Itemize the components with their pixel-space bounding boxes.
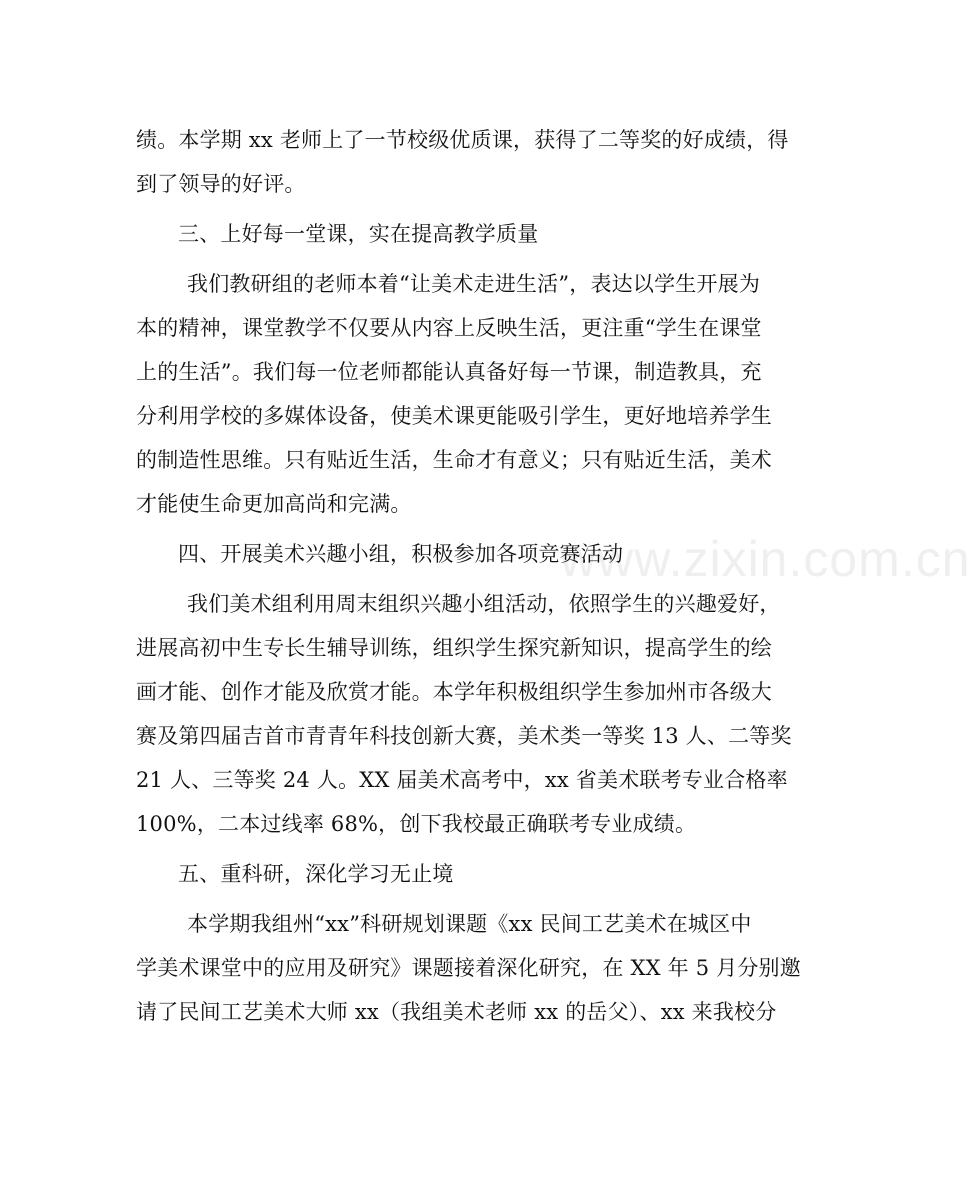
text-line: 本的精神，课堂教学不仅要从内容上反映生活，更注重“学生在课堂 [136, 316, 762, 340]
text-line: 画才能、创作才能及欣赏才能。本学年积极组织学生参加州市各级大 [136, 680, 772, 704]
text-line: 学美术课堂中的应用及研究》课题接着深化研究，在 XX 年 5 月分别邀 [136, 956, 801, 980]
text-line: 本学期我组州“xx”科研规划课题《xx 民间工艺美术在城区中 [187, 912, 752, 936]
section-heading: 四、开展美术兴趣小组，积极参加各项竞赛活动 [178, 542, 624, 566]
text-line: 上的生活”。我们每一位老师都能认真备好每一节课，制造教具，充 [136, 360, 762, 384]
text-line: 21 人、三等奖 24 人。XX 届美术高考中，xx 省美术联考专业合格率 [136, 768, 788, 792]
text-line: 才能使生命更加高尚和完满。 [136, 492, 412, 516]
section-heading: 五、重科研，深化学习无止境 [178, 862, 454, 886]
text-line: 赛及第四届吉首市青青年科技创新大赛，美术类一等奖 13 人、二等奖 [136, 724, 792, 748]
watermark: www.zixin.com.cn [560, 531, 971, 587]
text-line: 100%，二本过线率 68%，创下我校最正确联考专业成绩。 [136, 812, 697, 836]
text-line: 到了领导的好评。 [136, 172, 306, 196]
text-line: 的制造性思维。只有贴近生活，生命才有意义；只有贴近生活，美术 [136, 448, 772, 472]
text-line: 我们美术组利用周末组织兴趣小组活动，依照学生的兴趣爱好， [187, 592, 781, 616]
text-line: 绩。本学期 xx 老师上了一节校级优质课，获得了二等奖的好成绩，得 [136, 128, 789, 152]
text-line: 我们教研组的老师本着“让美术走进生活”，表达以学生开展为 [187, 272, 761, 296]
section-heading: 三、上好每一堂课，实在提高教学质量 [178, 222, 539, 246]
text-line: 请了民间工艺美术大师 xx（我组美术老师 xx 的岳父）、xx 来我校分 [136, 1000, 777, 1024]
text-line: 分利用学校的多媒体设备，使美术课更能吸引学生，更好地培养学生 [136, 404, 772, 428]
text-line: 进展高初中生专长生辅导训练，组织学生探究新知识，提高学生的绘 [136, 636, 772, 660]
